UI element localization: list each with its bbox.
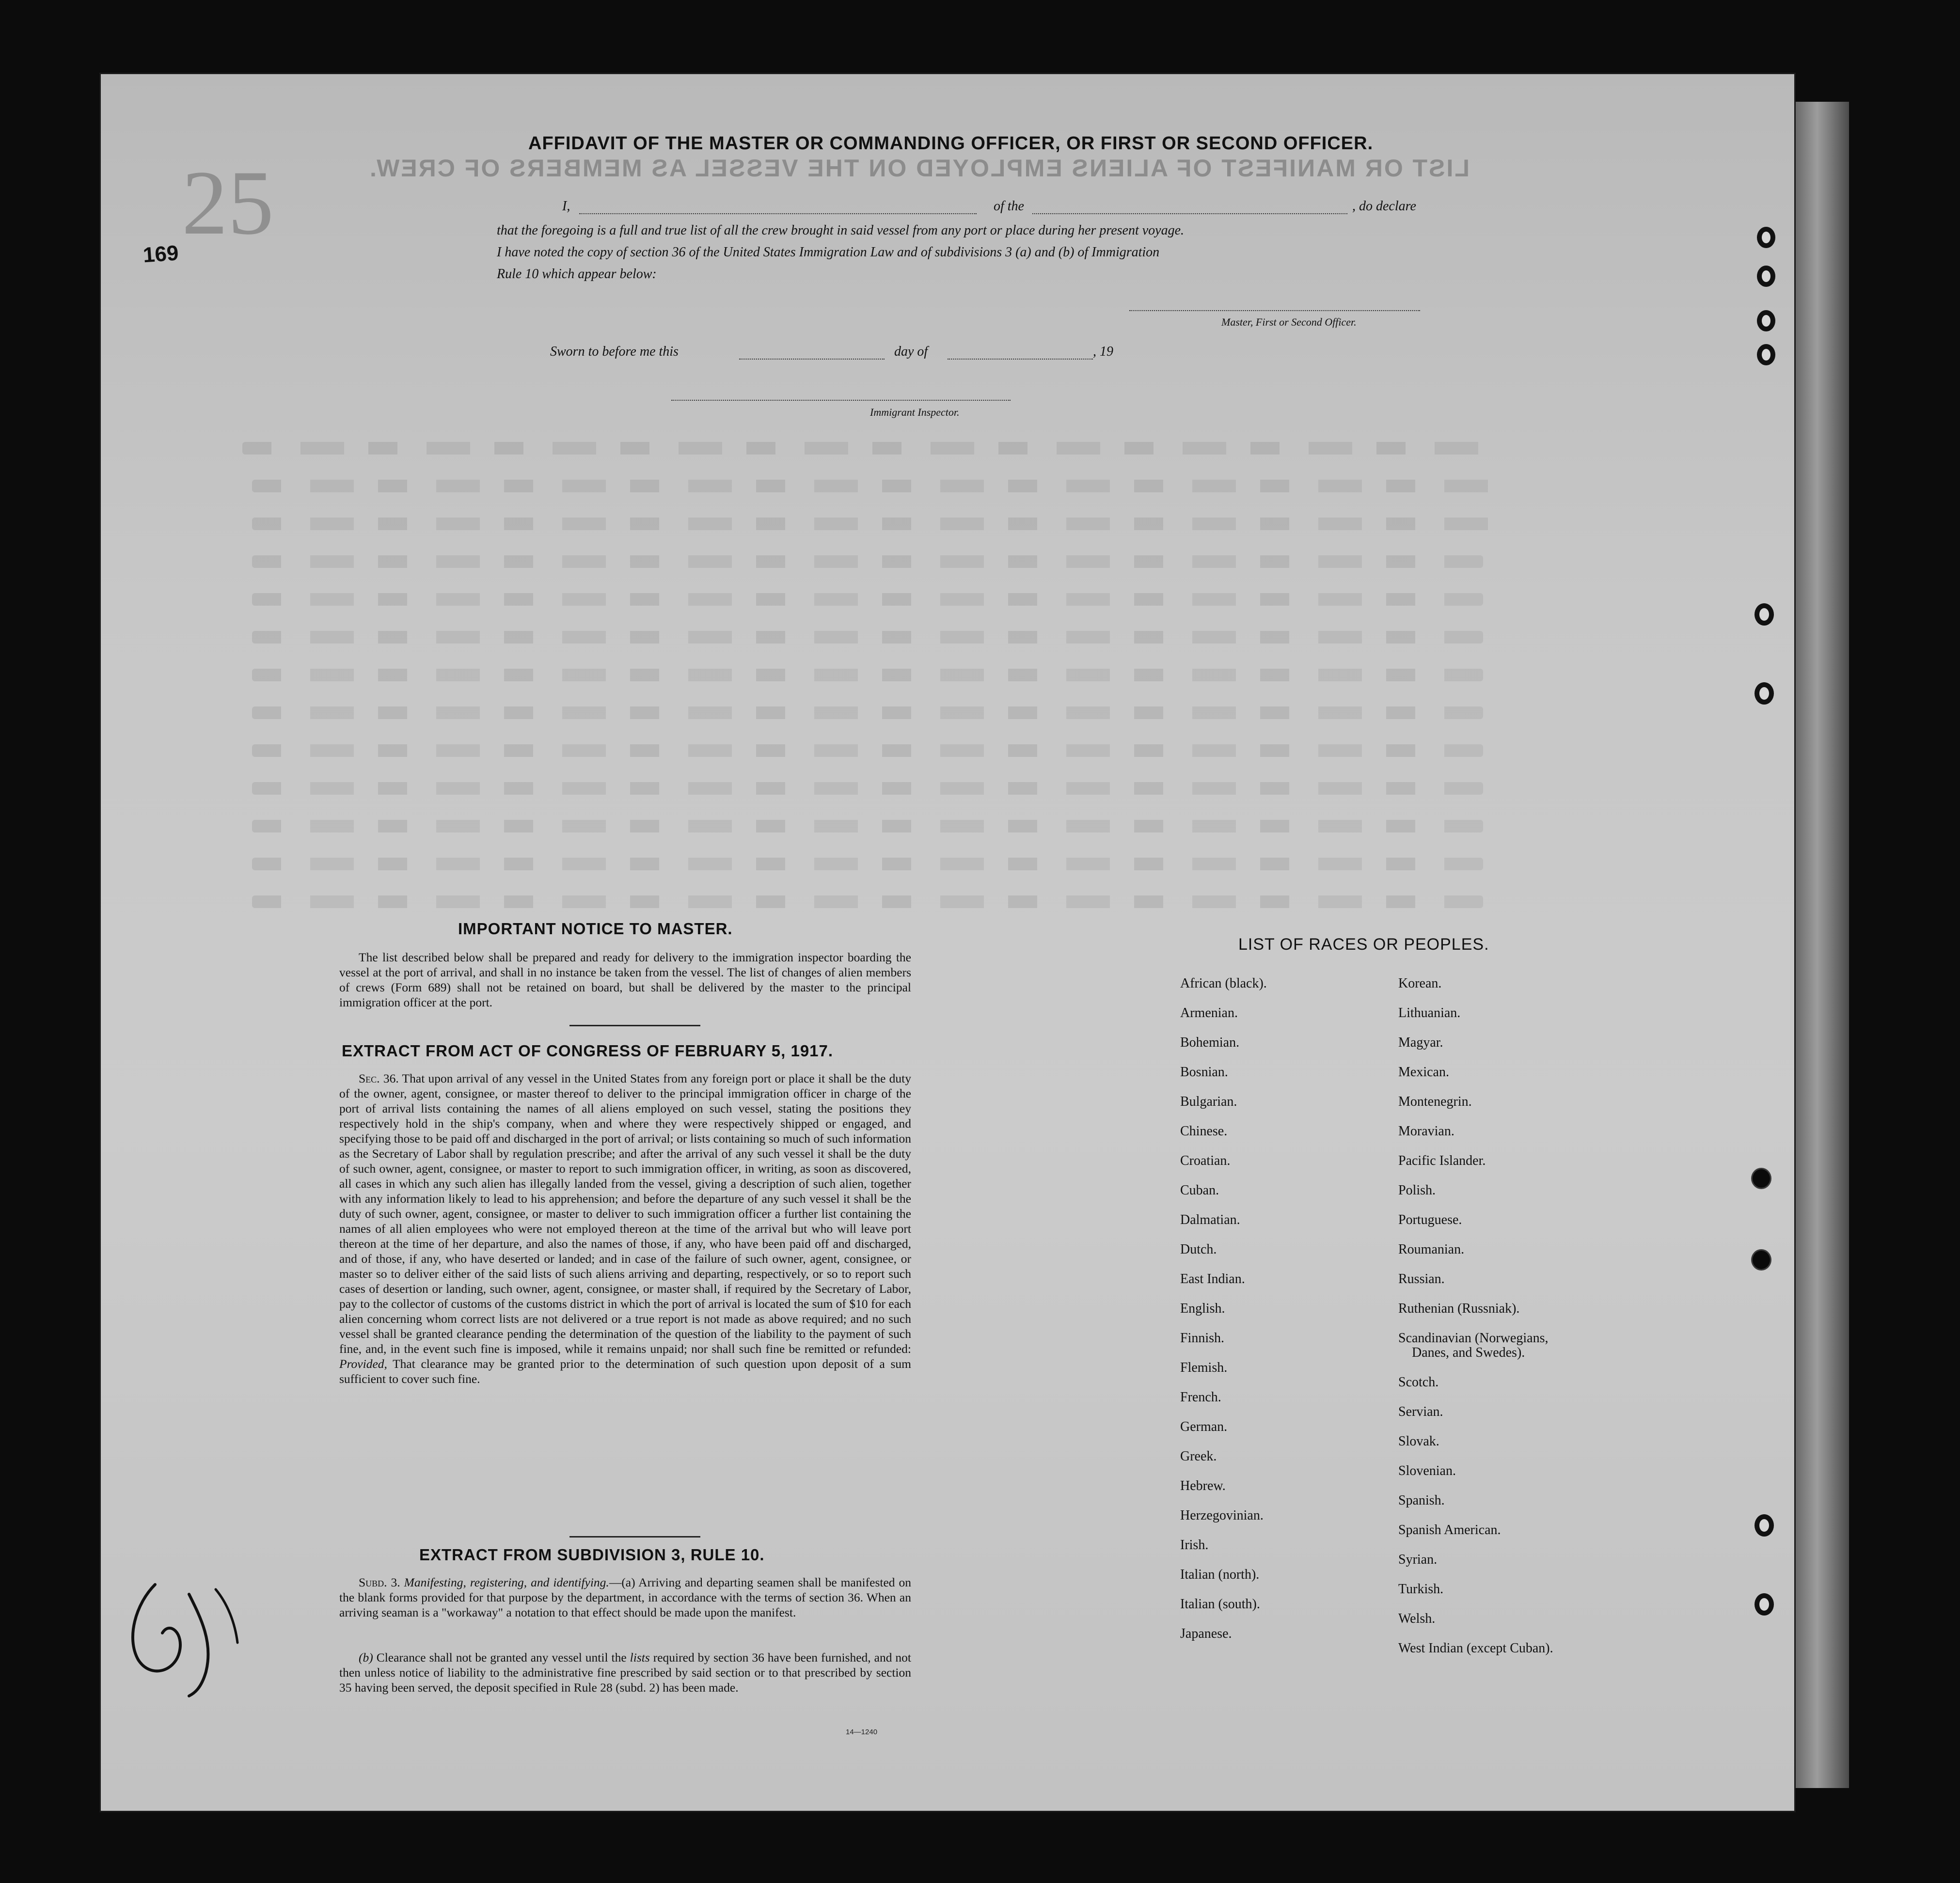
race-item-right-4: Montenegrin. <box>1398 1094 1472 1109</box>
name-fill-line <box>579 213 977 214</box>
affidavit-line-3: I have noted the copy of section 36 of the United States Immigration Law and of subdivisions 3 (a) and (b) of Immigration <box>497 245 1160 260</box>
race-item-right-9: Roumanian. <box>1398 1242 1465 1257</box>
affidavit-line-2: that the foregoing is a full and true list of all the crew brought in said vessel from any port or place during her present voyage. <box>497 223 1185 238</box>
act-divider <box>569 1536 700 1538</box>
notice-title: IMPORTANT NOTICE TO MASTER. <box>458 920 733 938</box>
race-item-right-12: Scandinavian (Norwegians, <box>1398 1331 1549 1346</box>
race-item-left-10: East Indian. <box>1180 1271 1245 1287</box>
inspector-label: Immigrant Inspector. <box>870 406 960 418</box>
punch-hole <box>1755 603 1774 626</box>
affidavit-line-of-the: of the <box>994 199 1024 214</box>
punch-hole <box>1755 1593 1774 1616</box>
race-item-right-22: Welsh. <box>1398 1611 1436 1626</box>
race-item-left-6: Croatian. <box>1180 1153 1231 1168</box>
race-item-right-14: Scotch. <box>1398 1375 1439 1390</box>
master-signature-line <box>1129 310 1420 311</box>
punch-hole <box>1755 1514 1774 1537</box>
race-item-right-3: Mexican. <box>1398 1065 1449 1080</box>
act-provided: Provided, <box>339 1357 387 1371</box>
punch-hole <box>1751 1249 1771 1271</box>
punch-hole <box>1757 266 1775 287</box>
race-item-right-2: Magyar. <box>1398 1035 1443 1050</box>
rule-b-part1: Clearance shall not be granted any vessel until the <box>376 1650 627 1664</box>
form-code: 14—1240 <box>846 1728 878 1736</box>
rule-text-a <box>339 1575 911 1620</box>
day-of-text: day of <box>894 344 928 359</box>
bleed-through-title: LIST OR MANIFEST OF ALIENS EMPLOYED ON THE VESSEL AS MEMBERS OF CREW. <box>368 155 1470 182</box>
affidavit-title: AFFIDAVIT OF THE MASTER OR COMMANDING OFFICER, OR FIRST OR SECOND OFFICER. <box>528 133 1374 154</box>
act-title: EXTRACT FROM ACT OF CONGRESS OF FEBRUARY 5, 1917. <box>342 1042 834 1060</box>
race-item-left-17: Hebrew. <box>1180 1478 1226 1493</box>
race-item-left-16: Greek. <box>1180 1449 1217 1464</box>
punch-hole <box>1757 344 1775 365</box>
year-text: , 19 <box>1093 344 1113 359</box>
race-item-right-15: Servian. <box>1398 1404 1443 1419</box>
race-item-right-1: Lithuanian. <box>1398 1005 1461 1020</box>
act-text <box>339 1071 911 1386</box>
notice-text: The list described below shall be prepared and ready for delivery to the immigration inspector boarding the vessel at the port of arrival, and shall in no instance be taken from the vessel. The list of changes of alien members of crews (Form 689) shall not be retained on board, but shall be delivered by the master to the principal immigration officer at the port. <box>339 950 911 1009</box>
race-item-left-1: Armenian. <box>1180 1005 1238 1020</box>
sworn-text: Sworn to before me this <box>550 344 679 359</box>
rule-subd-heading: Manifesting, registering, and identifying. <box>404 1575 609 1589</box>
race-item-left-22: Japanese. <box>1180 1626 1232 1641</box>
punch-hole <box>1755 682 1774 705</box>
race-item-left-2: Bohemian. <box>1180 1035 1240 1050</box>
race-item-left-9: Dutch. <box>1180 1242 1217 1257</box>
race-item-left-14: French. <box>1180 1390 1221 1405</box>
rule-b-lists: lists <box>630 1650 650 1664</box>
race-item-right-8: Portuguese. <box>1398 1212 1462 1227</box>
rule-subd-label: Subd. 3. <box>359 1575 400 1589</box>
affidavit-line-i: I, <box>562 199 570 214</box>
race-item-left-11: English. <box>1180 1301 1225 1316</box>
punch-hole <box>1751 1168 1771 1189</box>
race-item-right-19: Spanish American. <box>1398 1522 1501 1538</box>
punch-hole <box>1757 310 1775 331</box>
rule-title: EXTRACT FROM SUBDIVISION 3, RULE 10. <box>419 1546 765 1564</box>
rule-a-body: —(a) Arriving and departing seamen shall be manifested on the blank forms provided for that purpose by the department, in accordance with the terms of section 36. When an arriving seaman is a "workaway" a notation to that effect should be made upon the manifest. <box>339 1575 912 1619</box>
notice-divider <box>569 1025 700 1026</box>
race-item-left-20: Italian (north). <box>1180 1567 1260 1582</box>
race-item-right-5: Moravian. <box>1398 1124 1454 1139</box>
act-body: That upon arrival of any vessel in the United States from any foreign port or place it shall be the duty of the owner, agent, consignee, or master thereof to deliver to the principal immigration officer in charge of the port of arrival lists containing the names of all aliens employed on such vessel, stating the positions they respectively hold in the ship's company, when and where they were respectively shipped or engaged, and specifying those to be paid off and discharged in the port of arrival; or lists containing so much of such information as the Secretary of Labor shall by regulation prescribe; and after the arrival of any such vessel it shall be the duty of such owner, agent, consignee, or master to report to such immigration officer, in writing, as soon as discovered, all cases in which any such alien has illegally landed from the vessel, giving a description of such alien, together with any information likely to lead to his apprehension; and before the departure of any such vessel it shall be the duty of such owner, agent, consignee, or master to deliver to such immigration officer a further list containing the names of all alien employees who were not employed thereon at the time of the arrival but who will leave port thereon at the time of her departure, and also the names of those, if any, who have been paid off and discharged, and of those, if any, who have deserted or landed; and in case of the failure of such owner, agent, consignee, or master so to deliver either of the said lists of such aliens arriving and departing, respectively, or so to report such cases of desertion or landing, such owner, agent, consignee, or master shall, if required by the Secretary of Labor, pay to the collector of customs of the customs district in which the port of arrival is located the sum of $10 for each alien concerning whom correct lists are not delivered or a true report is not made as above required; and no such vessel shall be granted clearance pending the determination of the question of the liability to the payment of such fine, and, in the event such fine is imposed, while it remains unpaid; nor shall such fine be remitted or refunded: <box>339 1071 912 1356</box>
race-item-left-19: Irish. <box>1180 1538 1209 1553</box>
sworn-day-line <box>739 359 885 360</box>
sworn-month-line <box>948 359 1093 360</box>
rule-b-part2: required by section 36 have been furnished, and not then unless notice of liability to the administrative fine prescribed by said section or to that prescribed by section 35 having been served, the deposit specified in Rule 28 (subd. 2) has been made. <box>339 1650 912 1695</box>
race-item-left-12: Finnish. <box>1180 1331 1225 1346</box>
race-item-right-21: Turkish. <box>1398 1582 1444 1597</box>
races-title: LIST OF RACES OR PEOPLES. <box>1238 935 1489 954</box>
master-label: Master, First or Second Officer. <box>1221 316 1357 328</box>
race-item-right-6: Pacific Islander. <box>1398 1153 1486 1168</box>
race-item-left-5: Chinese. <box>1180 1124 1228 1139</box>
rule-b-label: (b) <box>359 1650 373 1664</box>
affidavit-line-4: Rule 10 which appear below: <box>497 267 657 282</box>
stamp-number: 169 <box>142 241 180 267</box>
race-item-left-8: Dalmatian. <box>1180 1212 1240 1227</box>
affidavit-line-declare: , do declare <box>1352 199 1416 214</box>
race-item-right-17: Slovenian. <box>1398 1463 1456 1478</box>
race-item-right-18: Spanish. <box>1398 1493 1445 1508</box>
race-item-right-20: Syrian. <box>1398 1552 1438 1567</box>
ghost-stamp-mark: 25 <box>182 152 274 254</box>
punch-hole <box>1757 227 1775 248</box>
race-item-left-18: Herzegovinian. <box>1180 1508 1264 1523</box>
race-item-right-7: Polish. <box>1398 1183 1436 1198</box>
race-item-right-10: Russian. <box>1398 1271 1445 1287</box>
race-item-right-16: Slovak. <box>1398 1434 1439 1449</box>
vessel-fill-line <box>1032 213 1347 214</box>
race-item-right-13: Danes, and Swedes). <box>1412 1345 1525 1360</box>
race-item-left-3: Bosnian. <box>1180 1065 1228 1080</box>
act-tail: That clearance may be granted prior to the determination of such question upon deposit of a sum sufficient to cover such fine. <box>339 1357 911 1386</box>
race-item-right-0: Korean. <box>1398 976 1442 991</box>
act-sec-label: Sec. 36. <box>359 1071 399 1085</box>
race-item-left-15: German. <box>1180 1419 1228 1434</box>
handwritten-mark <box>116 1575 252 1701</box>
rule-text-b <box>339 1650 911 1695</box>
race-item-right-11: Ruthenian (Russniak). <box>1398 1301 1520 1316</box>
race-item-left-13: Flemish. <box>1180 1360 1228 1375</box>
race-item-left-7: Cuban. <box>1180 1183 1219 1198</box>
race-item-left-0: African (black). <box>1180 976 1267 991</box>
race-item-left-21: Italian (south). <box>1180 1597 1260 1612</box>
inspector-signature-line <box>671 400 1011 401</box>
race-item-left-4: Bulgarian. <box>1180 1094 1237 1109</box>
race-item-right-23: West Indian (except Cuban). <box>1398 1641 1553 1656</box>
